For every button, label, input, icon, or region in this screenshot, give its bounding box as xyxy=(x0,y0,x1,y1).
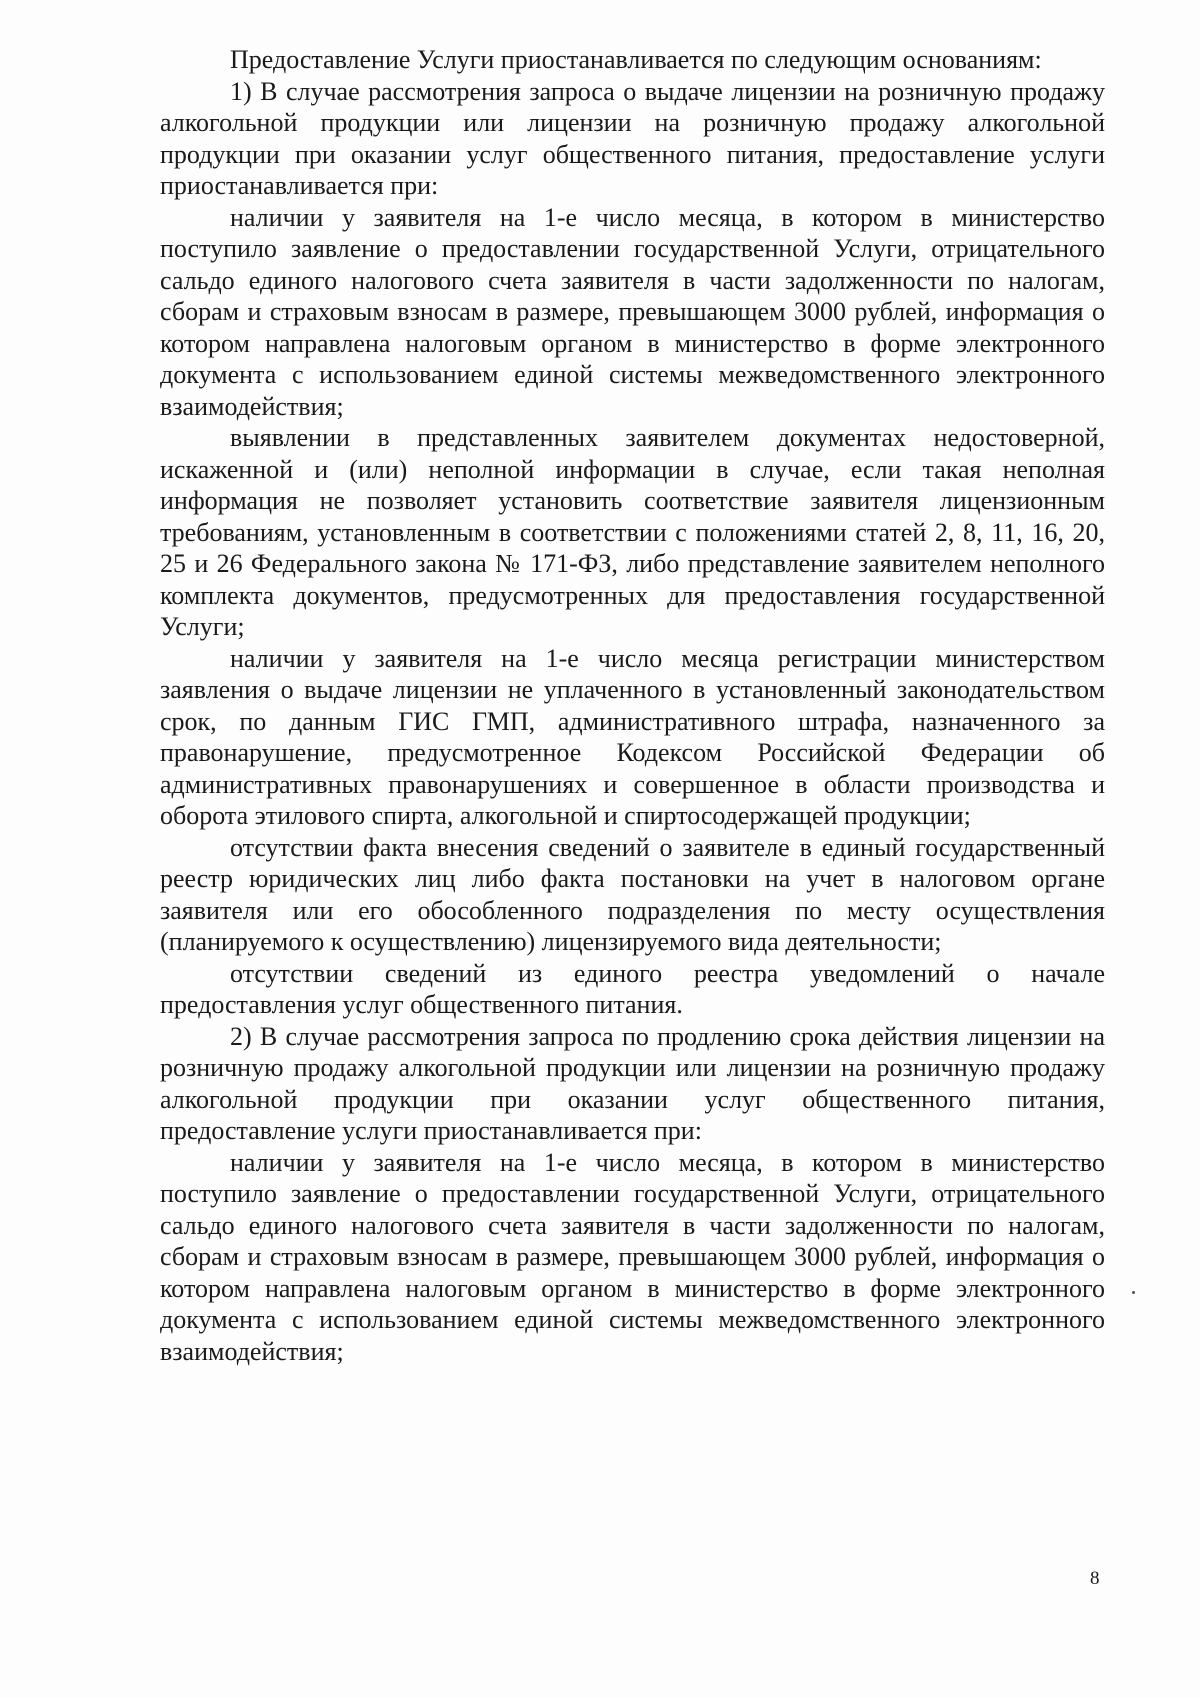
paragraph-negative-tax-balance: наличии у заявителя на 1-е число месяца, в котором в министерство поступило заявление о предоставлении государственной Услуги, отрицательного сальдо единого налогового счета заявителя в части задолженности по налогам, сборам и страховым взносам в размере, превышающем 3000 рублей, информация о котором направлена налоговым органом в министерство в форме электронного документа с использованием единой системы межведомственного электронного взаимодействия; xyxy=(160,202,1105,421)
paragraph-negative-tax-balance-extension: наличии у заявителя на 1-е число месяца, в котором в министерство поступило заявление о предоставлении государственной Услуги, отрицательного сальдо единого налогового счета заявителя в части задолженности по налогам, сборам и страховым взносам в размере, превышающем 3000 рублей, информация о котором направлена налоговым органом в министерство в форме электронного документа с использованием единой системы межведомственного электронного взаимодействия; xyxy=(160,1147,1105,1366)
paragraph-case-2-license-extension: 2) В случае рассмотрения запроса по продлению срока действия лицензии на розничную продажу алкогольной продукции или лицензии на розничную продажу алкогольной продукции при оказании услуг общественного питания, предоставление услуги приостанавливается при: xyxy=(160,1021,1105,1145)
paragraph-suspension-grounds: Предоставление Услуги приостанавливается по следующим основаниям: xyxy=(230,45,1042,74)
paragraph-case-1-license-issuance: 1) В случае рассмотрения запроса о выдаче лицензии на розничную продажу алкогольной продукции или лицензии на розничную продажу алкогольной продукции при оказании услуг общественного питания, предоставление услуги приостанавливается при: xyxy=(160,76,1105,200)
paragraph-no-registry-entry: отсутствии факта внесения сведений о заявителе в единый государственный реестр юридических лиц либо факта постановки на учет в налоговом органе заявителя или его обособленного подразделения по месту осуществления (планируемого к осуществлению) лицензируемого вида деятельности; xyxy=(160,832,1105,956)
paragraph-inaccurate-documents: выявлении в представленных заявителем документах недостоверной, искаженной и (или) неполной информации в случае, если такая неполная информация не позволяет установить соответствие заявителя лицензионным требованиям, установленным в соответствии с положениями статей 2, 8, 11, 16, 20, 25 и 26 Федерального закона № 171-ФЗ, либо представление заявителем неполного комплекта документов, предусмотренных для предоставления государственной Услуги; xyxy=(160,423,1105,641)
page-number: 8 xyxy=(1090,1568,1100,1589)
paragraph-no-catering-notice: отсутствии сведений из единого реестра уведомлений о начале предоставления услуг общественного питания. xyxy=(160,958,1105,1019)
paragraph-unpaid-fine: наличии у заявителя на 1-е число месяца регистрации министерством заявления о выдаче лицензии не уплаченного в установленный законодательством срок, по данным ГИС ГМП, административного штрафа, назначенного за правонарушение, предусмотренное Кодексом Российской Федерации об административных правонарушениях и совершенное в области производства и оборота этилового спирта, алкогольной и спиртосодержащей продукции; xyxy=(160,643,1105,830)
document-body xyxy=(160,44,1105,1367)
scan-speck xyxy=(1132,1291,1135,1294)
